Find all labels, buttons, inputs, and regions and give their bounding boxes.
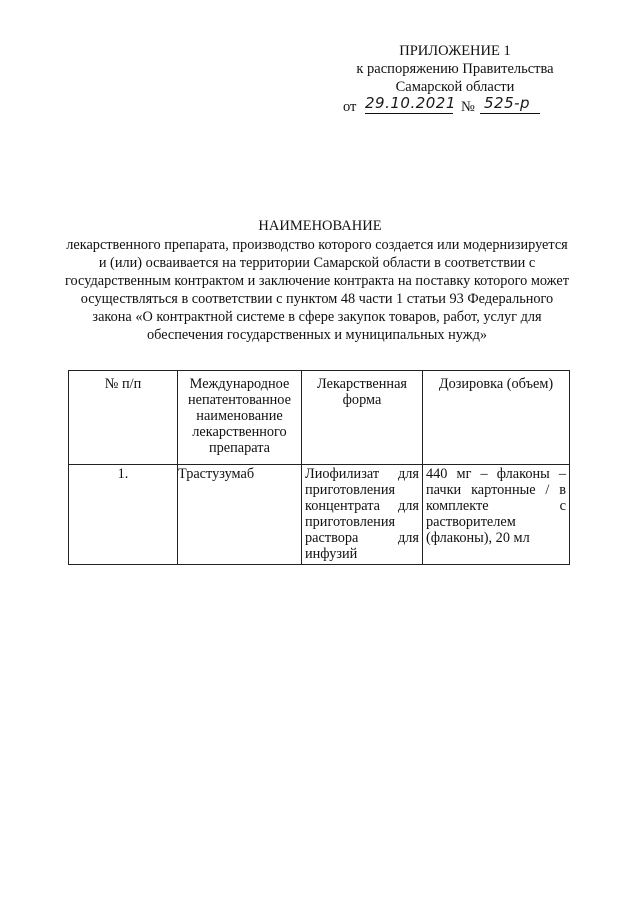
appendix-date-number-line [325, 96, 585, 118]
header-dosage: Дозировка (объем) [423, 371, 570, 465]
appendix-region-line: Самарской области [395, 79, 515, 95]
appendix-title: ПРИЛОЖЕНИЕ 1 [399, 43, 511, 59]
cell-dosage [423, 465, 570, 565]
number-prefix: № [461, 99, 475, 115]
table-header-row [69, 371, 570, 465]
table-row [69, 465, 570, 565]
appendix-order-line: к распоряжению Правительства [356, 61, 554, 77]
handwritten-number: 525-р [480, 94, 540, 114]
header-num: № п/п [69, 371, 178, 465]
header-form: Лекарственная форма [302, 371, 423, 465]
cell-form [302, 465, 423, 565]
drug-table [68, 370, 570, 565]
appendix-block [325, 42, 585, 118]
date-prefix: от [343, 99, 357, 115]
document-title: НАИМЕНОВАНИЕ [258, 218, 382, 234]
cell-inn: Трастузумаб [178, 465, 302, 565]
header-inn: Международное непатентованное наименование лекарственного препарата [178, 371, 302, 465]
document-description: лекарственного препарата, производство которого создается или модернизируется и (или) осваивается на территории Самарской области в соответствии с государственным контрактом и заключение контракта на поставку которого может осуществляться в соответствии с пунктом 48 части 1 статьи 93 Федерального закона «О контрактной системе в сфере закупок товаров, работ, услуг для обеспечения государственных и муниципальных нужд» [65, 237, 569, 343]
handwritten-date: 29.10.2021 [365, 94, 456, 112]
cell-dosage-text: 440 мг – флаконы – пачки картонные / в комплекте с растворителем (флаконы), 20 мл [426, 466, 566, 546]
cell-num: 1. [69, 465, 178, 565]
cell-form-text: Лиофилизат для приготовления концентрата для приготовления раствора для инфузий [305, 466, 419, 562]
